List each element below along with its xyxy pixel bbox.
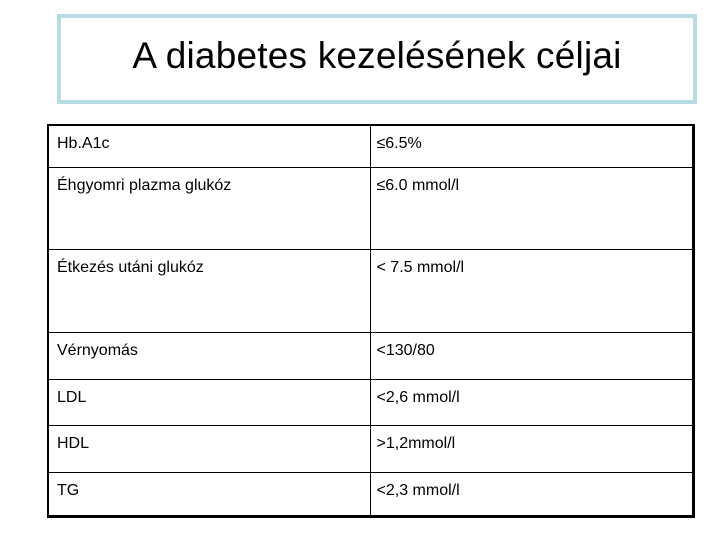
row-label: LDL bbox=[48, 380, 370, 426]
row-label: HDL bbox=[48, 426, 370, 472]
row-label: Hb.A1c bbox=[48, 125, 370, 167]
row-value: ≤6.0 mmol/l bbox=[370, 167, 693, 250]
row-label: Vérnyomás bbox=[48, 332, 370, 379]
row-value: <2,3 mmol/l bbox=[370, 472, 693, 516]
title-box bbox=[57, 14, 697, 104]
row-value: ≤6.5% bbox=[370, 125, 693, 167]
treatment-goals-table bbox=[47, 124, 695, 518]
table-row bbox=[48, 250, 693, 333]
row-value: <2,6 mmol/l bbox=[370, 380, 693, 426]
table-row bbox=[48, 332, 693, 379]
row-value: <130/80 bbox=[370, 332, 693, 379]
row-label: Éhgyomri plazma glukóz bbox=[48, 167, 370, 250]
row-label: Étkezés utáni glukóz bbox=[48, 250, 370, 333]
slide-title: A diabetes kezelésének céljai bbox=[132, 35, 622, 76]
table-row bbox=[48, 125, 693, 167]
table-row bbox=[48, 167, 693, 250]
row-label: TG bbox=[48, 472, 370, 516]
row-value: >1,2mmol/l bbox=[370, 426, 693, 472]
table-row bbox=[48, 472, 693, 516]
table-row bbox=[48, 380, 693, 426]
table-row bbox=[48, 426, 693, 472]
row-value: < 7.5 mmol/l bbox=[370, 250, 693, 333]
